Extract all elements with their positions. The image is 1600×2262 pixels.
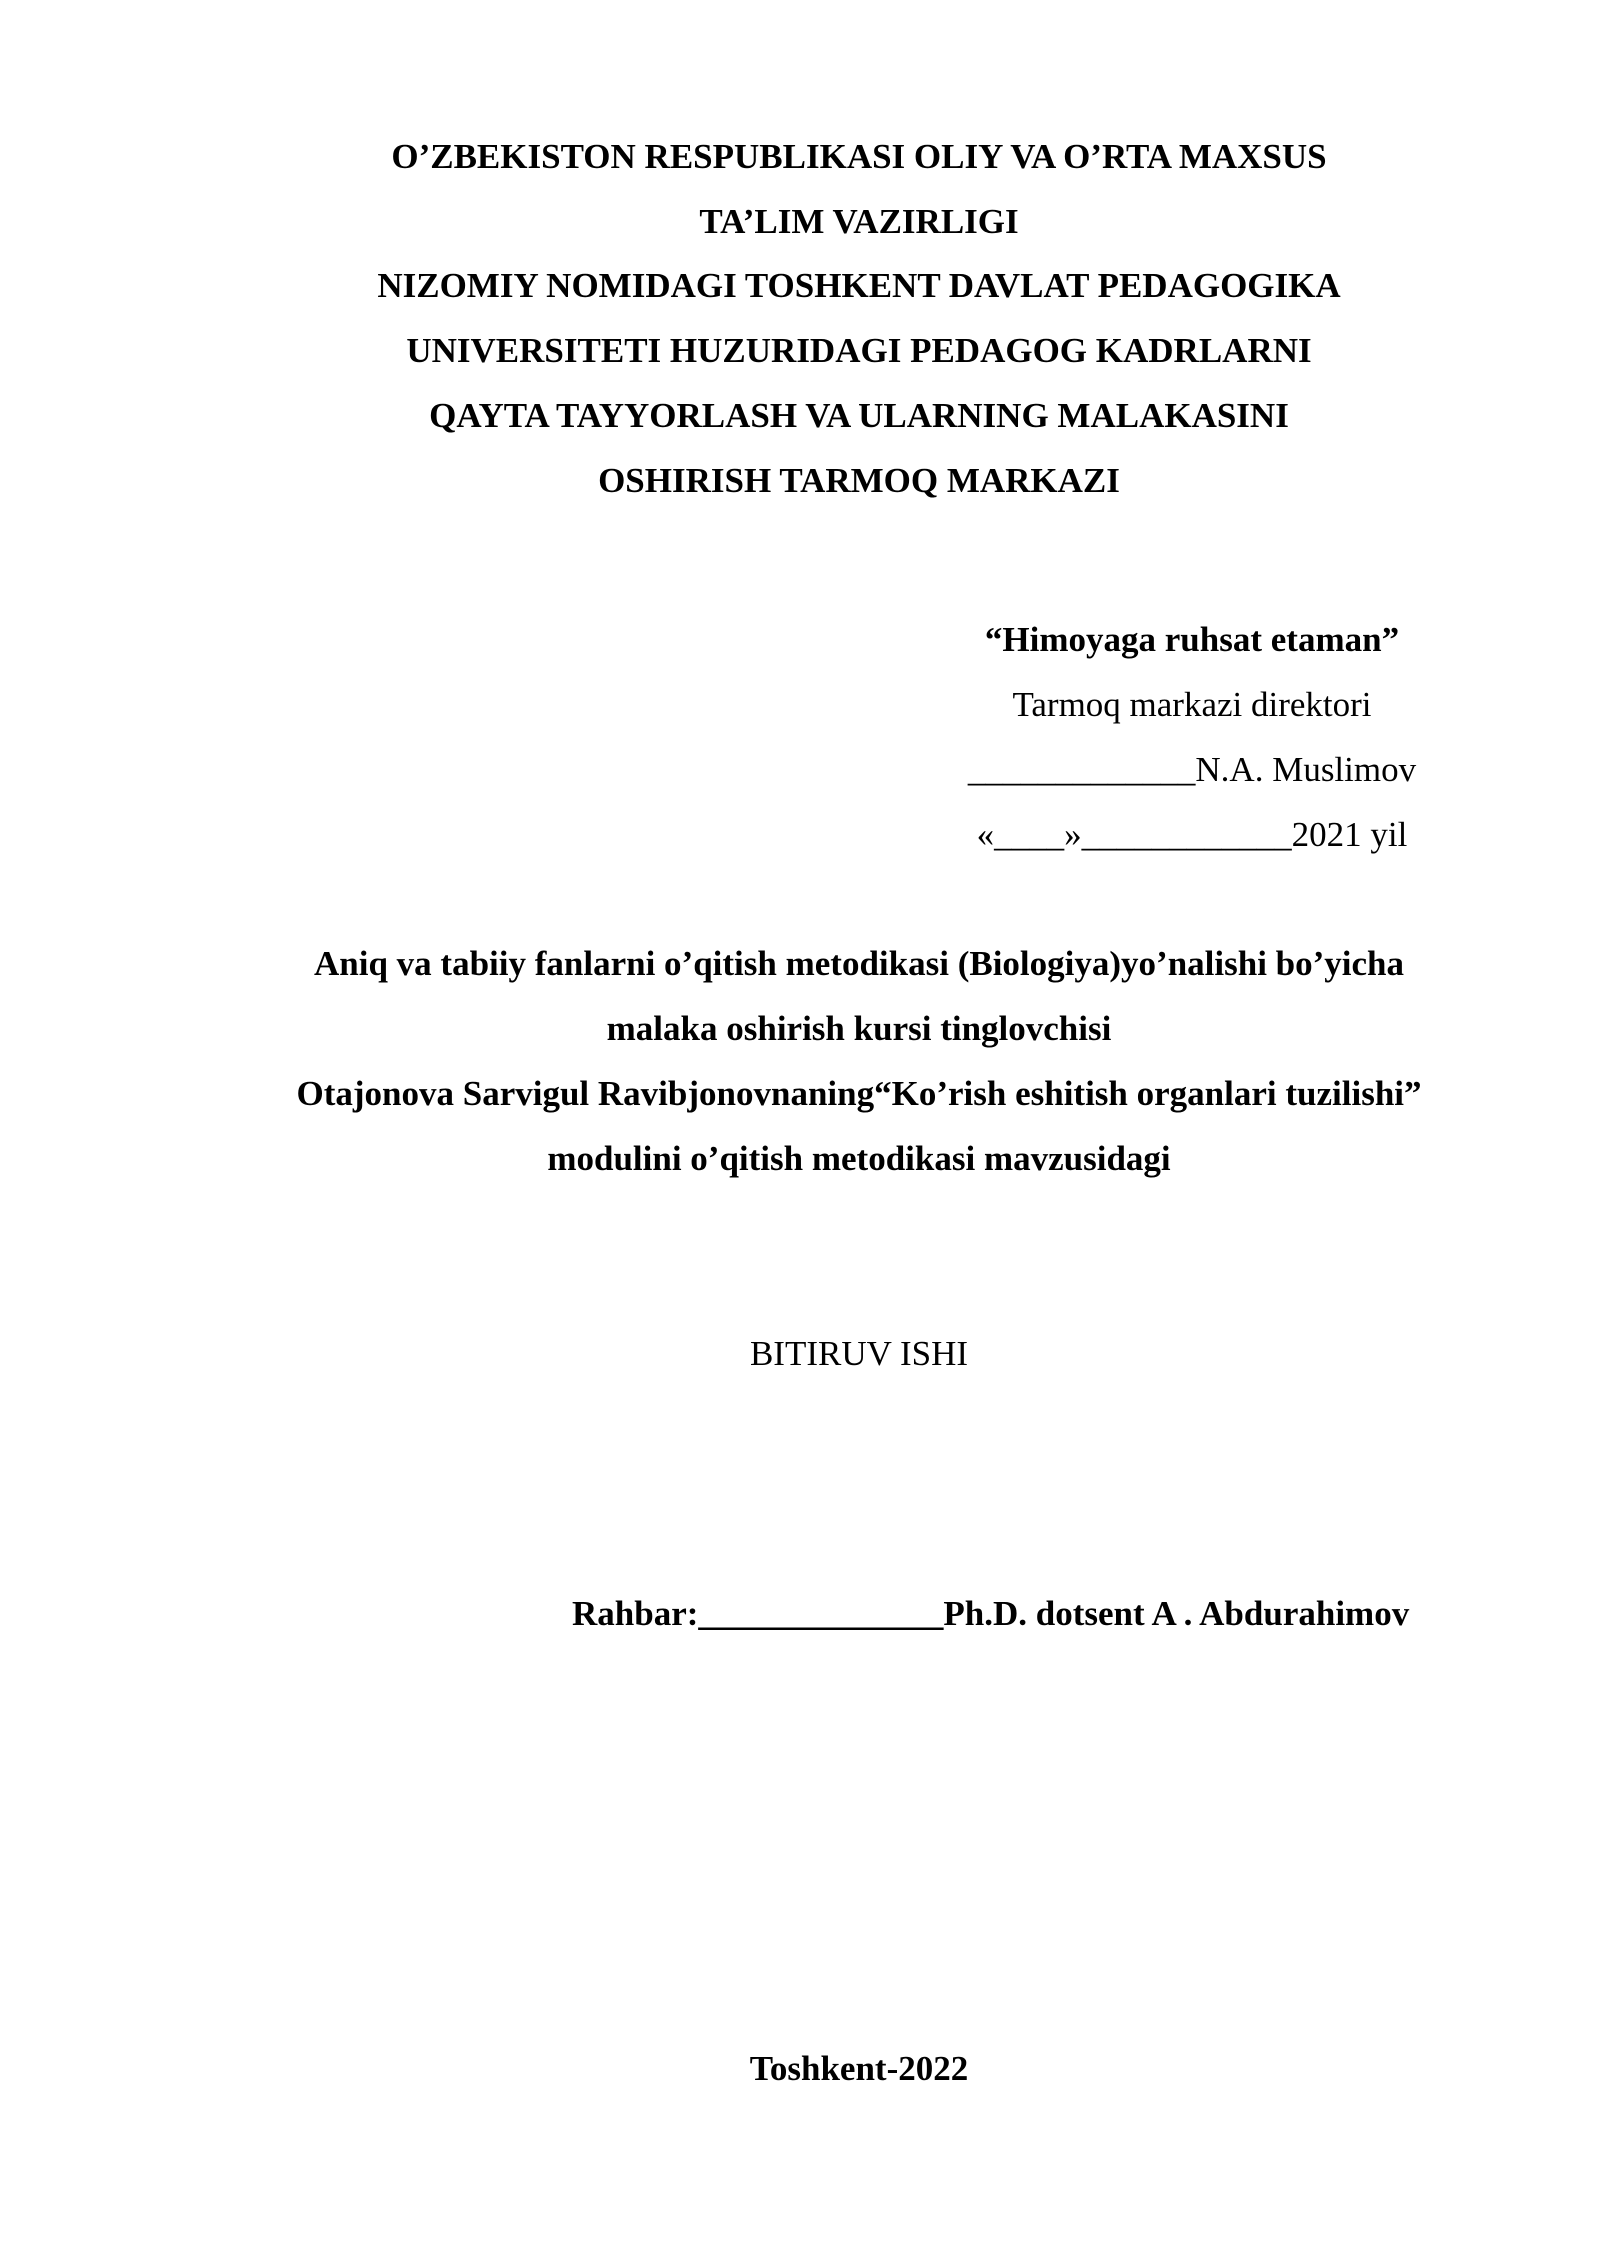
header-line-center: QAYTA TAYYORLASH VA ULARNING MALAKASINI	[429, 396, 1289, 435]
header-line-university: NIZOMIY NOMIDAGI TOSHKENT DAVLAT PEDAGOGIKA	[377, 266, 1341, 305]
header-line-center-cont: OSHIRISH TARMOQ MARKAZI	[598, 461, 1120, 500]
header-line-university-cont: UNIVERSITETI HUZURIDAGI PEDAGOG KADRLARNI	[406, 331, 1312, 370]
document-type: BITIRUV ISHI	[749, 1334, 969, 1373]
approval-date: «____»____________2021 yil	[976, 815, 1408, 854]
topic-line-course: malaka oshirish kursi tinglovchisi	[606, 1009, 1112, 1048]
approval-signature: _____________N.A. Muslimov	[967, 750, 1417, 789]
city-year: Toshkent-2022	[749, 2049, 969, 2088]
header-line-ministry: O’ZBEKISTON RESPUBLIKASI OLIY VA O’RTA MAXSUS	[391, 137, 1327, 176]
topic-line-direction: Aniq va tabiiy fanlarni o’qitish metodikasi (Biologiya)yo’nalishi bo’yicha	[313, 944, 1405, 983]
header-line-ministry-cont: TA’LIM VAZIRLIGI	[699, 202, 1019, 241]
topic-line-author: Otajonova Sarvigul Ravibjonovnaning“Ko’rish eshitish organlari tuzilishi”	[296, 1074, 1422, 1113]
supervisor-line: Rahbar:______________Ph.D. dotsent A . Abdurahimov	[572, 1594, 1410, 1633]
topic-line-subject: modulini o’qitish metodikasi mavzusidagi	[547, 1139, 1171, 1178]
approval-position: Tarmoq markazi direktori	[1012, 685, 1372, 724]
approval-title: “Himoyaga ruhsat etaman”	[984, 620, 1400, 659]
